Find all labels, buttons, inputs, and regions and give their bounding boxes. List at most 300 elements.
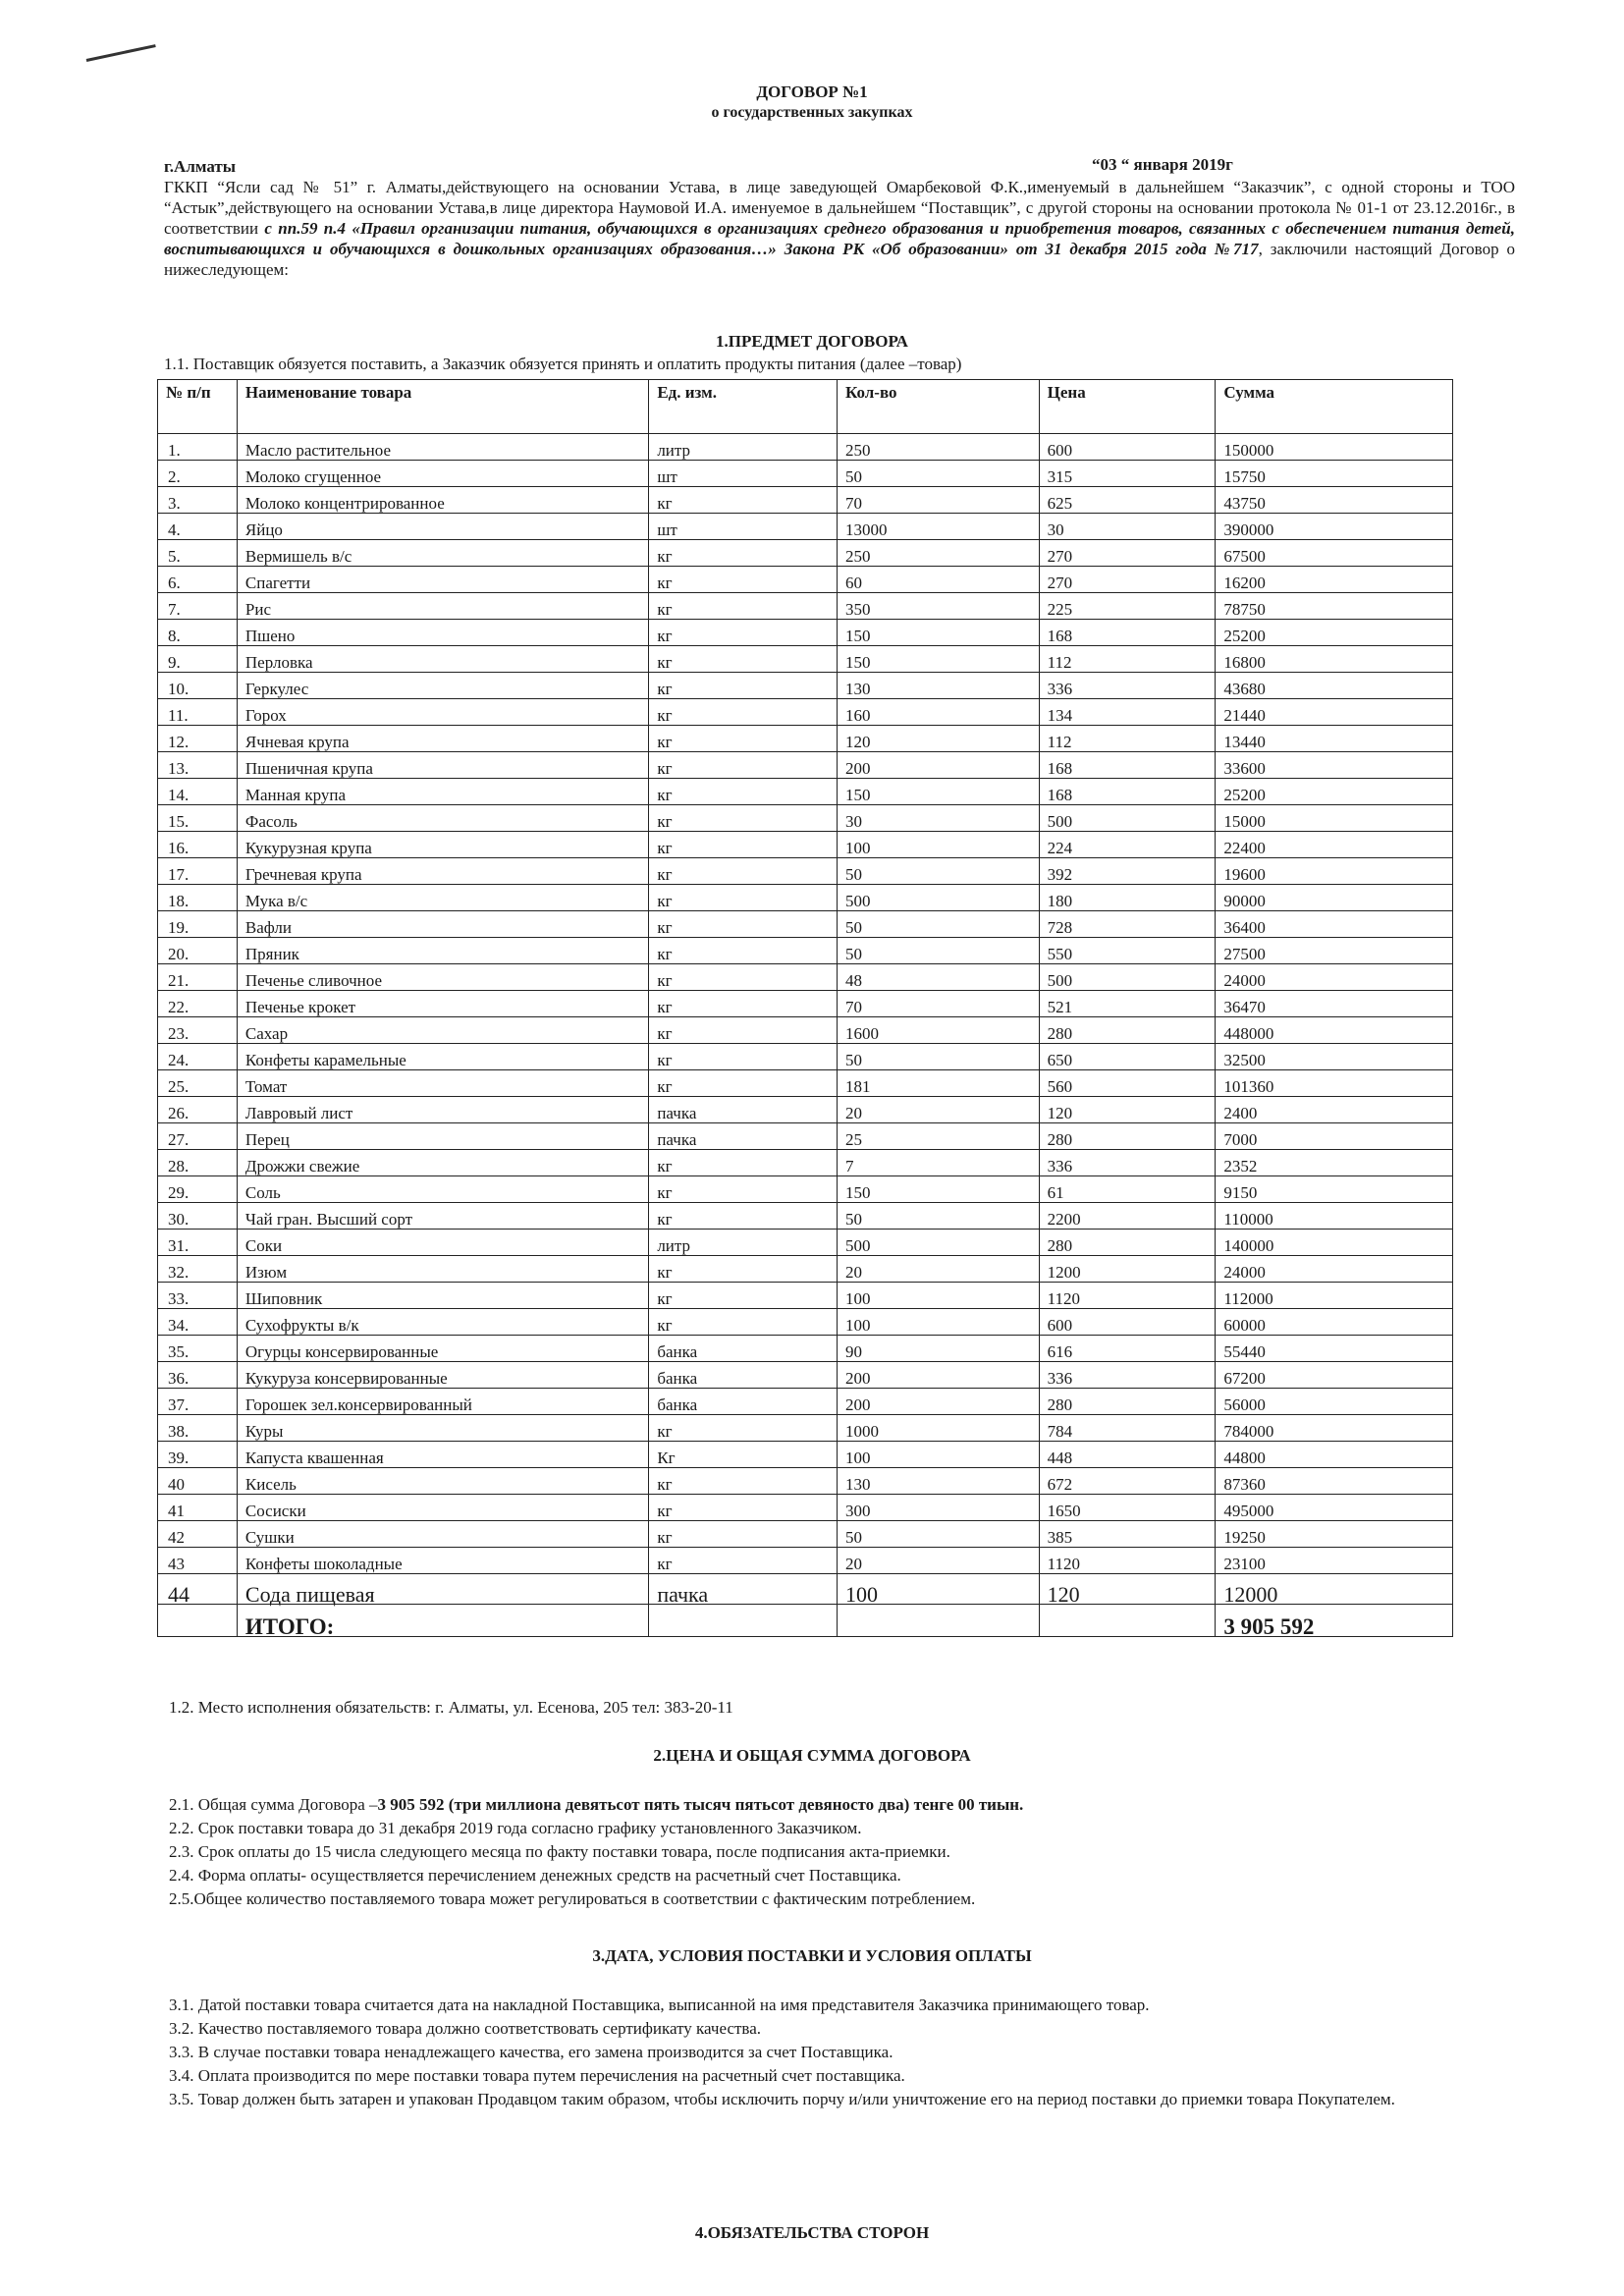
price-cell: 225 <box>1039 593 1216 620</box>
header-product-name: Наименование товара <box>237 380 648 434</box>
table-row <box>158 1230 1453 1256</box>
product-name-cell: Печенье сливочное <box>237 964 648 991</box>
sum-cell: 12000 <box>1216 1574 1453 1605</box>
table-row <box>158 1123 1453 1150</box>
table-header-row <box>158 380 1453 434</box>
row-number-cell: 42 <box>158 1521 238 1548</box>
unit-cell: кг <box>649 1548 838 1574</box>
product-name-cell: Мука в/с <box>237 885 648 911</box>
row-number-cell: 11. <box>158 699 238 726</box>
total-empty-cell <box>1039 1605 1216 1637</box>
contract-preamble <box>164 177 1515 280</box>
sum-cell: 150000 <box>1216 434 1453 461</box>
price-cell: 280 <box>1039 1389 1216 1415</box>
price-cell: 168 <box>1039 779 1216 805</box>
sum-cell: 24000 <box>1216 964 1453 991</box>
unit-cell: пачка <box>649 1574 838 1605</box>
table-row <box>158 1070 1453 1097</box>
quantity-cell: 20 <box>838 1097 1040 1123</box>
header-unit: Ед. изм. <box>649 380 838 434</box>
table-row <box>158 1415 1453 1442</box>
table-row <box>158 487 1453 514</box>
row-number-cell: 32. <box>158 1256 238 1283</box>
quantity-cell: 50 <box>838 858 1040 885</box>
sum-cell: 110000 <box>1216 1203 1453 1230</box>
scan-pen-mark <box>86 44 156 62</box>
quantity-cell: 100 <box>838 1442 1040 1468</box>
product-name-cell: Перловка <box>237 646 648 673</box>
table-row <box>158 699 1453 726</box>
table-row <box>158 1362 1453 1389</box>
price-cell: 120 <box>1039 1097 1216 1123</box>
row-number-cell: 19. <box>158 911 238 938</box>
price-cell: 270 <box>1039 540 1216 567</box>
product-name-cell: Пряник <box>237 938 648 964</box>
unit-cell: кг <box>649 911 838 938</box>
unit-cell: кг <box>649 620 838 646</box>
sum-cell: 25200 <box>1216 779 1453 805</box>
unit-cell: кг <box>649 779 838 805</box>
unit-cell: банка <box>649 1362 838 1389</box>
clause-3-3: 3.3. В случае поставки товара ненадлежащего качества, его замена производится за счет Поставщика. <box>169 2043 893 2061</box>
sum-cell: 19250 <box>1216 1521 1453 1548</box>
quantity-cell: 100 <box>838 832 1040 858</box>
product-name-cell: Ячневая крупа <box>237 726 648 752</box>
product-name-cell: Манная крупа <box>237 779 648 805</box>
preamble-part-3: , заключили настоящий Договор о нижеследующем: <box>164 240 1516 279</box>
row-number-cell: 43 <box>158 1548 238 1574</box>
quantity-cell: 1600 <box>838 1017 1040 1044</box>
table-row <box>158 1017 1453 1044</box>
sum-cell: 2400 <box>1216 1097 1453 1123</box>
unit-cell: кг <box>649 567 838 593</box>
sum-cell: 784000 <box>1216 1415 1453 1442</box>
quantity-cell: 20 <box>838 1256 1040 1283</box>
product-name-cell: Гречневая крупа <box>237 858 648 885</box>
clause-2-3: 2.3. Срок оплаты до 15 числа следующего месяца по факту поставки товара, после подписания акта-приемки. <box>169 1842 950 1861</box>
row-number-cell: 7. <box>158 593 238 620</box>
quantity-cell: 50 <box>838 1521 1040 1548</box>
unit-cell: кг <box>649 699 838 726</box>
sum-cell: 67200 <box>1216 1362 1453 1389</box>
row-number-cell: 25. <box>158 1070 238 1097</box>
row-number-cell: 12. <box>158 726 238 752</box>
product-name-cell: Яйцо <box>237 514 648 540</box>
unit-cell: банка <box>649 1389 838 1415</box>
price-cell: 728 <box>1039 911 1216 938</box>
clause-2-2: 2.2. Срок поставки товара до 31 декабря 2019 года согласно графику установленного Заказчиком. <box>169 1819 862 1837</box>
table-row <box>158 938 1453 964</box>
sum-cell: 33600 <box>1216 752 1453 779</box>
sum-cell: 390000 <box>1216 514 1453 540</box>
product-name-cell: Чай гран. Высший сорт <box>237 1203 648 1230</box>
product-name-cell: Огурцы консервированные <box>237 1336 648 1362</box>
price-cell: 600 <box>1039 434 1216 461</box>
product-name-cell: Куры <box>237 1415 648 1442</box>
goods-table <box>157 379 1453 1637</box>
table-row <box>158 1203 1453 1230</box>
price-cell: 650 <box>1039 1044 1216 1070</box>
table-row <box>158 1521 1453 1548</box>
clause-3-2: 3.2. Качество поставляемого товара должно соответствовать сертификату качества. <box>169 2019 762 2038</box>
price-cell: 550 <box>1039 938 1216 964</box>
table-row <box>158 1574 1453 1605</box>
row-number-cell: 30. <box>158 1203 238 1230</box>
clause-3-1: 3.1. Датой поставки товара считается дата на накладной Поставщика, выписанной на имя представителя Заказчика принимающего товар. <box>169 1995 1150 2014</box>
unit-cell: кг <box>649 646 838 673</box>
price-cell: 1200 <box>1039 1256 1216 1283</box>
sum-cell: 101360 <box>1216 1070 1453 1097</box>
row-number-cell: 28. <box>158 1150 238 1176</box>
product-name-cell: Спагетти <box>237 567 648 593</box>
quantity-cell: 70 <box>838 991 1040 1017</box>
table-row <box>158 1389 1453 1415</box>
unit-cell: пачка <box>649 1097 838 1123</box>
price-cell: 600 <box>1039 1309 1216 1336</box>
preamble-part-1: ГККП “Ясли сад № 51” г. Алматы,действующего на основании Устава, в лице заведующей Омарбековой Ф.К.,именуемый в дальнейшем “Заказчик”, с одной стороны и ТОО “Астык”,действующего на основании Устава,в лице директора Наумовой И.А. именуемое в дальнейшем “Поставщик”, с другой стороны на основании протокола № 01-1 от 23.12.2016г., в соответствии <box>164 178 1515 238</box>
header-sum: Сумма <box>1216 380 1453 434</box>
table-row <box>158 646 1453 673</box>
row-number-cell: 9. <box>158 646 238 673</box>
unit-cell: кг <box>649 1521 838 1548</box>
quantity-cell: 60 <box>838 567 1040 593</box>
price-cell: 280 <box>1039 1017 1216 1044</box>
table-row <box>158 1097 1453 1123</box>
quantity-cell: 200 <box>838 1362 1040 1389</box>
quantity-cell: 250 <box>838 434 1040 461</box>
product-name-cell: Вафли <box>237 911 648 938</box>
table-row <box>158 1336 1453 1362</box>
price-cell: 500 <box>1039 805 1216 832</box>
product-name-cell: Пшеничная крупа <box>237 752 648 779</box>
price-cell: 30 <box>1039 514 1216 540</box>
product-name-cell: Изюм <box>237 1256 648 1283</box>
table-row <box>158 461 1453 487</box>
price-cell: 280 <box>1039 1230 1216 1256</box>
table-row <box>158 964 1453 991</box>
table-row <box>158 593 1453 620</box>
quantity-cell: 150 <box>838 779 1040 805</box>
price-cell: 560 <box>1039 1070 1216 1097</box>
unit-cell: кг <box>649 726 838 752</box>
price-cell: 112 <box>1039 726 1216 752</box>
row-number-cell: 21. <box>158 964 238 991</box>
quantity-cell: 250 <box>838 540 1040 567</box>
row-number-cell: 20. <box>158 938 238 964</box>
row-number-cell: 35. <box>158 1336 238 1362</box>
table-row <box>158 752 1453 779</box>
price-cell: 168 <box>1039 752 1216 779</box>
row-number-cell: 4. <box>158 514 238 540</box>
contract-subtitle: о государственных закупках <box>711 104 913 121</box>
product-name-cell: Соль <box>237 1176 648 1203</box>
row-number-cell: 22. <box>158 991 238 1017</box>
quantity-cell: 350 <box>838 593 1040 620</box>
quantity-cell: 120 <box>838 726 1040 752</box>
section-2-clauses <box>169 1793 1514 1911</box>
quantity-cell: 30 <box>838 805 1040 832</box>
sum-cell: 7000 <box>1216 1123 1453 1150</box>
sum-cell: 24000 <box>1216 1256 1453 1283</box>
unit-cell: кг <box>649 991 838 1017</box>
table-row <box>158 540 1453 567</box>
table-row <box>158 1548 1453 1574</box>
quantity-cell: 150 <box>838 1176 1040 1203</box>
clause-3-5: 3.5. Товар должен быть затарен и упакован Продавцом таким образом, чтобы исключить порчу и/или уничтожение его на период поставки до приемки товара Покупателем. <box>169 2090 1395 2108</box>
unit-cell: кг <box>649 1176 838 1203</box>
preamble-legal-reference: с пп.59 п.4 «Правил организации питания, обучающихся в организациях среднего образования и приобретения товаров, связанных с обеспечением питания детей, воспитывающихся и обучающихся в дошкольных организациях образования…» Закона РК «Об образовании» от 31 декабря 2015 года №717 <box>164 219 1515 258</box>
product-name-cell: Соки <box>237 1230 648 1256</box>
price-cell: 134 <box>1039 699 1216 726</box>
price-cell: 224 <box>1039 832 1216 858</box>
product-name-cell: Вермишель в/с <box>237 540 648 567</box>
row-number-cell: 34. <box>158 1309 238 1336</box>
unit-cell: кг <box>649 1203 838 1230</box>
unit-cell: кг <box>649 1070 838 1097</box>
quantity-cell: 130 <box>838 1468 1040 1495</box>
unit-cell: литр <box>649 434 838 461</box>
contract-city: г.Алматы <box>164 157 237 176</box>
quantity-cell: 300 <box>838 1495 1040 1521</box>
unit-cell: кг <box>649 858 838 885</box>
product-name-cell: Сухофрукты в/к <box>237 1309 648 1336</box>
unit-cell: кг <box>649 885 838 911</box>
row-number-cell: 29. <box>158 1176 238 1203</box>
unit-cell: кг <box>649 487 838 514</box>
table-row <box>158 620 1453 646</box>
clause-3-4: 3.4. Оплата производится по мере поставки товара путем перечисления на расчетный счет поставщика. <box>169 2066 905 2085</box>
price-cell: 61 <box>1039 1176 1216 1203</box>
clause-1-2: 1.2. Место исполнения обязательств: г. Алматы, ул. Есенова, 205 тел: 383-20-11 <box>169 1698 733 1717</box>
header-quantity: Кол-во <box>838 380 1040 434</box>
unit-cell: кг <box>649 832 838 858</box>
unit-cell: кг <box>649 1309 838 1336</box>
product-name-cell: Печенье крокет <box>237 991 648 1017</box>
product-name-cell: Горох <box>237 699 648 726</box>
table-row <box>158 1150 1453 1176</box>
quantity-cell: 160 <box>838 699 1040 726</box>
quantity-cell: 500 <box>838 885 1040 911</box>
row-number-cell: 10. <box>158 673 238 699</box>
row-number-cell: 23. <box>158 1017 238 1044</box>
quantity-cell: 13000 <box>838 514 1040 540</box>
unit-cell: кг <box>649 593 838 620</box>
quantity-cell: 50 <box>838 911 1040 938</box>
row-number-cell: 18. <box>158 885 238 911</box>
table-row <box>158 991 1453 1017</box>
product-name-cell: Кукурузная крупа <box>237 832 648 858</box>
unit-cell: кг <box>649 1256 838 1283</box>
product-name-cell: Рис <box>237 593 648 620</box>
section-1-title: 1.ПРЕДМЕТ ДОГОВОРА <box>716 332 908 351</box>
quantity-cell: 500 <box>838 1230 1040 1256</box>
price-cell: 500 <box>1039 964 1216 991</box>
sum-cell: 15000 <box>1216 805 1453 832</box>
sum-cell: 36470 <box>1216 991 1453 1017</box>
price-cell: 625 <box>1039 487 1216 514</box>
sum-cell: 112000 <box>1216 1283 1453 1309</box>
unit-cell: шт <box>649 461 838 487</box>
price-cell: 672 <box>1039 1468 1216 1495</box>
row-number-cell: 15. <box>158 805 238 832</box>
sum-cell: 67500 <box>1216 540 1453 567</box>
price-cell: 280 <box>1039 1123 1216 1150</box>
row-number-cell: 39. <box>158 1442 238 1468</box>
product-name-cell: Сосиски <box>237 1495 648 1521</box>
total-label: ИТОГО: <box>237 1605 648 1637</box>
table-row <box>158 779 1453 805</box>
table-row <box>158 726 1453 752</box>
row-number-cell: 40 <box>158 1468 238 1495</box>
price-cell: 385 <box>1039 1521 1216 1548</box>
sum-cell: 21440 <box>1216 699 1453 726</box>
sum-cell: 56000 <box>1216 1389 1453 1415</box>
row-number-cell: 41 <box>158 1495 238 1521</box>
table-row <box>158 673 1453 699</box>
row-number-cell: 17. <box>158 858 238 885</box>
table-row <box>158 1495 1453 1521</box>
quantity-cell: 100 <box>838 1309 1040 1336</box>
quantity-cell: 130 <box>838 673 1040 699</box>
row-number-cell: 27. <box>158 1123 238 1150</box>
product-name-cell: Молоко сгущенное <box>237 461 648 487</box>
quantity-cell: 25 <box>838 1123 1040 1150</box>
price-cell: 392 <box>1039 858 1216 885</box>
contract-date: “03 “ января 2019г <box>1092 155 1233 174</box>
row-number-cell: 38. <box>158 1415 238 1442</box>
clause-2-1 <box>169 1793 1514 1817</box>
price-cell: 270 <box>1039 567 1216 593</box>
sum-cell: 32500 <box>1216 1044 1453 1070</box>
sum-cell: 36400 <box>1216 911 1453 938</box>
sum-cell: 140000 <box>1216 1230 1453 1256</box>
price-cell: 1120 <box>1039 1548 1216 1574</box>
row-number-cell: 5. <box>158 540 238 567</box>
row-number-cell: 1. <box>158 434 238 461</box>
clause-1-1: 1.1. Поставщик обязуется поставить, а Заказчик обязуется принять и оплатить продукты питания (далее –товар) <box>164 355 962 373</box>
sum-cell: 55440 <box>1216 1336 1453 1362</box>
table-row <box>158 885 1453 911</box>
sum-cell: 448000 <box>1216 1017 1453 1044</box>
row-number-cell: 13. <box>158 752 238 779</box>
unit-cell: кг <box>649 1044 838 1070</box>
contract-title: ДОГОВОР №1 <box>756 82 868 101</box>
price-cell: 784 <box>1039 1415 1216 1442</box>
total-empty-cell <box>838 1605 1040 1637</box>
quantity-cell: 7 <box>838 1150 1040 1176</box>
sum-cell: 60000 <box>1216 1309 1453 1336</box>
unit-cell: кг <box>649 1468 838 1495</box>
row-number-cell: 16. <box>158 832 238 858</box>
sum-cell: 2352 <box>1216 1150 1453 1176</box>
product-name-cell: Кукуруза консервированные <box>237 1362 648 1389</box>
price-cell: 336 <box>1039 1362 1216 1389</box>
product-name-cell: Фасоль <box>237 805 648 832</box>
table-row <box>158 434 1453 461</box>
product-name-cell: Молоко концентрированное <box>237 487 648 514</box>
clause-2-1-label: 2.1. Общая сумма Договора – <box>169 1795 378 1814</box>
price-cell: 1650 <box>1039 1495 1216 1521</box>
total-empty-cell <box>158 1605 238 1637</box>
price-cell: 120 <box>1039 1574 1216 1605</box>
unit-cell: кг <box>649 1415 838 1442</box>
price-cell: 336 <box>1039 673 1216 699</box>
table-row <box>158 911 1453 938</box>
quantity-cell: 70 <box>838 487 1040 514</box>
sum-cell: 9150 <box>1216 1176 1453 1203</box>
unit-cell: кг <box>649 540 838 567</box>
product-name-cell: Горошек зел.консервированный <box>237 1389 648 1415</box>
sum-cell: 16200 <box>1216 567 1453 593</box>
sum-cell: 43750 <box>1216 487 1453 514</box>
section-4-title: 4.ОБЯЗАТЕЛЬСТВА СТОРОН <box>694 2223 930 2242</box>
sum-cell: 90000 <box>1216 885 1453 911</box>
product-name-cell: Капуста квашенная <box>237 1442 648 1468</box>
unit-cell: кг <box>649 964 838 991</box>
price-cell: 336 <box>1039 1150 1216 1176</box>
product-name-cell: Сахар <box>237 1017 648 1044</box>
sum-cell: 16800 <box>1216 646 1453 673</box>
product-name-cell: Масло растительное <box>237 434 648 461</box>
total-empty-cell <box>649 1605 838 1637</box>
row-number-cell: 36. <box>158 1362 238 1389</box>
price-cell: 315 <box>1039 461 1216 487</box>
clause-2-1-amount: 3 905 592 (три миллиона девятьсот пять тысяч пятьсот девяносто два) тенге 00 тиын. <box>377 1795 1024 1814</box>
quantity-cell: 1000 <box>838 1415 1040 1442</box>
product-name-cell: Сода пищевая <box>237 1574 648 1605</box>
sum-cell: 13440 <box>1216 726 1453 752</box>
header-number: № п/п <box>158 380 238 434</box>
table-row <box>158 1283 1453 1309</box>
table-row <box>158 858 1453 885</box>
unit-cell: кг <box>649 1495 838 1521</box>
goods-table-body <box>158 434 1453 1605</box>
price-cell: 2200 <box>1039 1203 1216 1230</box>
product-name-cell: Томат <box>237 1070 648 1097</box>
sum-cell: 495000 <box>1216 1495 1453 1521</box>
product-name-cell: Геркулес <box>237 673 648 699</box>
row-number-cell: 6. <box>158 567 238 593</box>
section-2-title: 2.ЦЕНА И ОБЩАЯ СУММА ДОГОВОРА <box>653 1746 971 1765</box>
row-number-cell: 33. <box>158 1283 238 1309</box>
row-number-cell: 31. <box>158 1230 238 1256</box>
sum-cell: 19600 <box>1216 858 1453 885</box>
table-row <box>158 1044 1453 1070</box>
table-row <box>158 805 1453 832</box>
table-row <box>158 1442 1453 1468</box>
table-row <box>158 1468 1453 1495</box>
row-number-cell: 14. <box>158 779 238 805</box>
sum-cell: 44800 <box>1216 1442 1453 1468</box>
sum-cell: 78750 <box>1216 593 1453 620</box>
quantity-cell: 100 <box>838 1574 1040 1605</box>
header-price: Цена <box>1039 380 1216 434</box>
table-row <box>158 567 1453 593</box>
product-name-cell: Лавровый лист <box>237 1097 648 1123</box>
price-cell: 1120 <box>1039 1283 1216 1309</box>
row-number-cell: 8. <box>158 620 238 646</box>
product-name-cell: Конфеты шоколадные <box>237 1548 648 1574</box>
price-cell: 616 <box>1039 1336 1216 1362</box>
price-cell: 168 <box>1039 620 1216 646</box>
quantity-cell: 200 <box>838 1389 1040 1415</box>
price-cell: 180 <box>1039 885 1216 911</box>
quantity-cell: 181 <box>838 1070 1040 1097</box>
sum-cell: 25200 <box>1216 620 1453 646</box>
unit-cell: банка <box>649 1336 838 1362</box>
unit-cell: кг <box>649 1283 838 1309</box>
section-3-title: 3.ДАТА, УСЛОВИЯ ПОСТАВКИ И УСЛОВИЯ ОПЛАТЫ <box>592 1946 1032 1965</box>
